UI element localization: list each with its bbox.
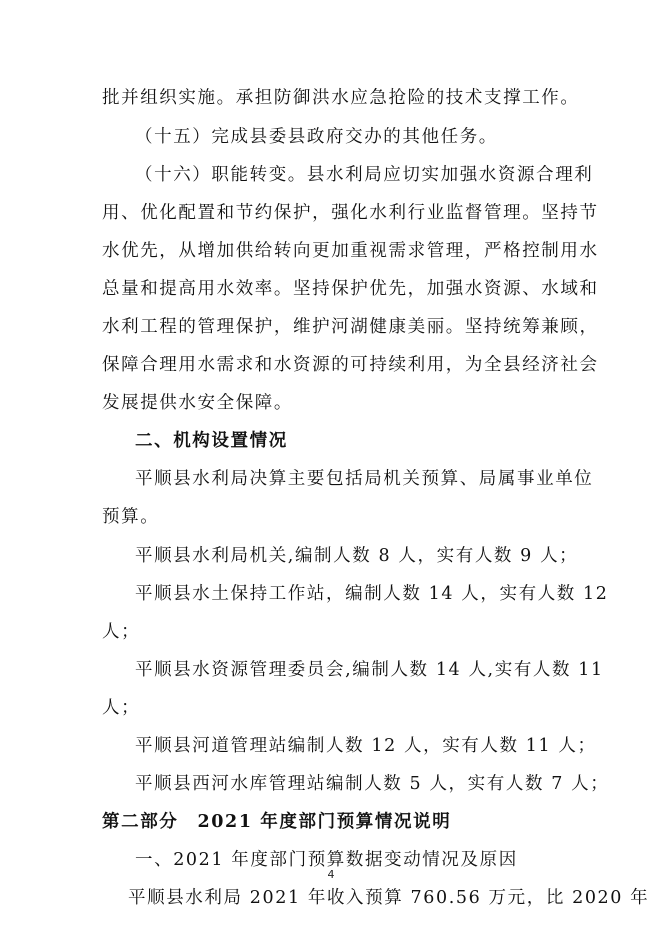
paragraph-line: 平顺县水利局决算主要包括局机关预算、局属事业单位 — [135, 469, 594, 489]
paragraph-line: （十六）职能转变。县水利局应切实加强水资源合理利 — [135, 165, 594, 185]
paragraph-line: 批并组织实施。承担防御洪水应急抢险的技术支撑工作。 — [102, 88, 580, 108]
paragraph-line: 一、2021 年度部门预算数据变动情况及原因 — [135, 850, 518, 870]
paragraph-line: 保障合理用水需求和水资源的可持续利用，为全县经济社会 — [102, 355, 599, 375]
paragraph-line: 人； — [102, 698, 141, 718]
paragraph-line: 平顺县水土保持工作站，编制人数 14 人，实有人数 12 — [135, 584, 609, 604]
part-heading: 第二部分 2021 年度部门预算情况说明 — [102, 812, 452, 832]
paragraph-line: 平顺县水利局 2021 年收入预算 760.56 万元，比 2020 年 — [128, 888, 650, 908]
section-heading: 二、机构设置情况 — [135, 431, 288, 451]
paragraph-line: 总量和提高用水效率。坚持保护优先，加强水资源、水域和 — [102, 279, 599, 299]
paragraph-line: 水优先，从增加供给转向更加重视需求管理，严格控制用水 — [102, 241, 599, 261]
paragraph-line: 平顺县西河水库管理站编制人数 5 人，实有人数 7 人； — [135, 774, 610, 794]
paragraph-line: 平顺县河道管理站编制人数 12 人，实有人数 11 人； — [135, 736, 597, 756]
paragraph-line: 发展提供水安全保障。 — [102, 393, 293, 413]
paragraph-line: 预算。 — [102, 507, 160, 527]
paragraph-line: 平顺县水利局机关,编制人数 8 人，实有人数 9 人； — [135, 546, 579, 566]
paragraph-line: 人； — [102, 622, 141, 642]
paragraph-line: 平顺县水资源管理委员会,编制人数 14 人,实有人数 11 — [135, 660, 604, 680]
page-number: 4 — [327, 868, 335, 881]
paragraph-line: （十五）完成县委县政府交办的其他任务。 — [135, 127, 498, 147]
paragraph-line: 用、优化配置和节约保护，强化水利行业监督管理。坚持节 — [102, 203, 599, 223]
paragraph-line: 水利工程的管理保护，维护河湖健康美丽。坚持统筹兼顾， — [102, 317, 599, 337]
